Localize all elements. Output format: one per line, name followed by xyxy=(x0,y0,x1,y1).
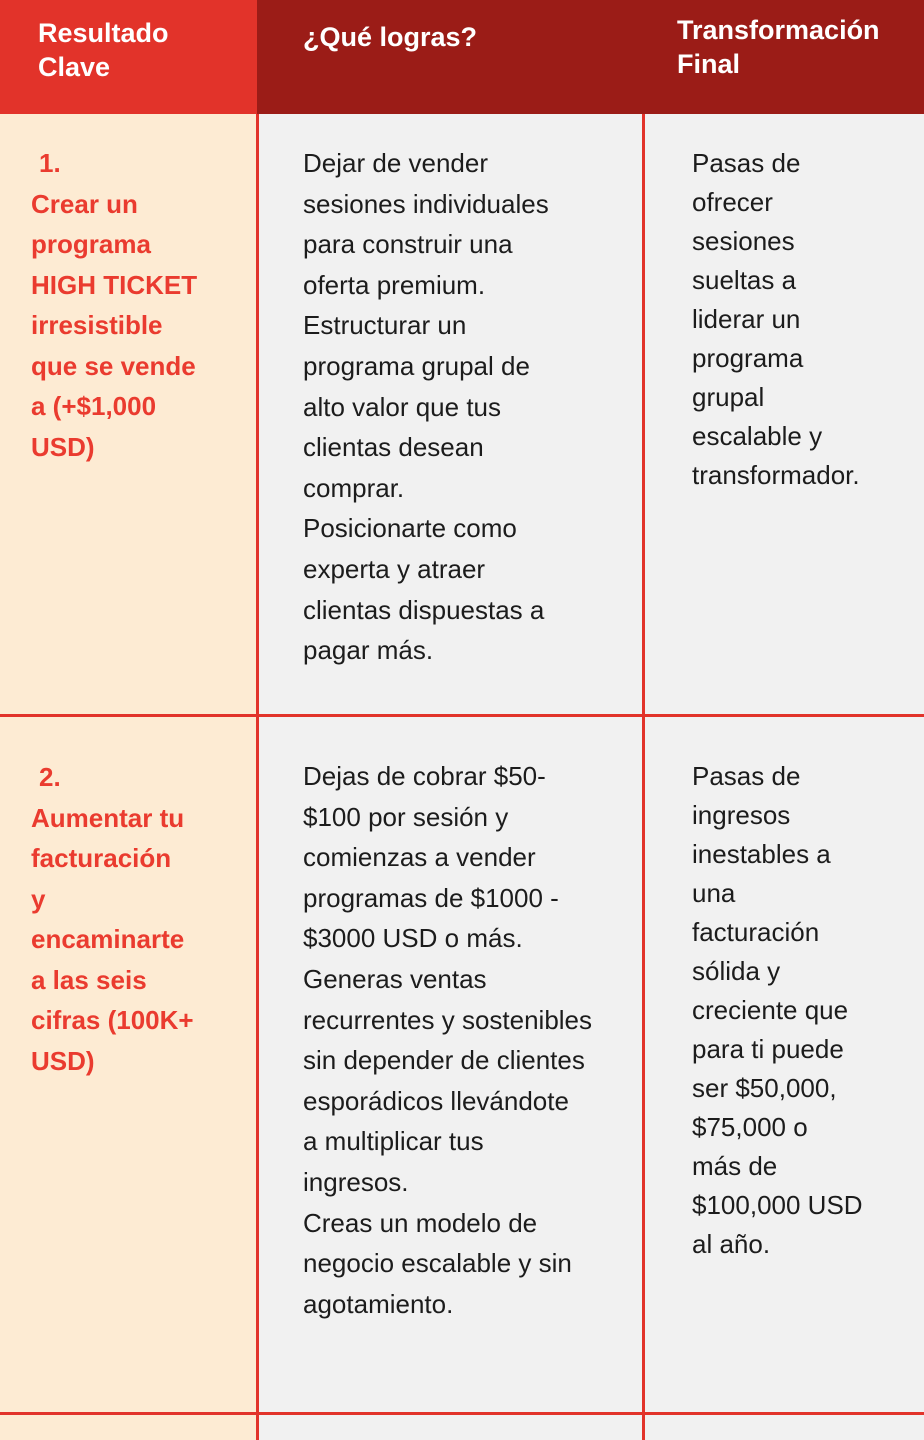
row-divider xyxy=(0,714,924,717)
row-1-key-text: Crear un programa HIGH TICKET irresistible que se vende a (+$1,000 USD) xyxy=(31,188,198,462)
row-1-key-result xyxy=(31,143,251,467)
column-divider xyxy=(642,114,645,1440)
header-col2-label: ¿Qué logras? xyxy=(303,22,478,52)
header-col1-label: Resultado Clave xyxy=(38,18,169,82)
row-divider xyxy=(0,1412,924,1415)
table-header xyxy=(0,0,924,114)
column-divider xyxy=(256,114,259,1440)
header-col3-label: Transformación Final xyxy=(677,15,880,79)
header-transformacion-final xyxy=(643,0,924,114)
row-2-number: 2. xyxy=(39,762,61,792)
row-2-final: Pasas de ingresos inestables a una facturación sólida y creciente que para ti puede ser $50,000, $75,000 o más de $100,000 USD al año. xyxy=(692,761,863,1259)
row-1-achieve: Dejar de vender sesiones individuales para construir una oferta premium. Estructurar un programa grupal de alto valor que tus clientas desean comprar. Posicionarte como experta y atraer clientas dispuestas a pagar más. xyxy=(303,148,549,666)
row-1-final: Pasas de ofrecer sesiones sueltas a liderar un programa grupal escalable y transformador. xyxy=(692,148,860,490)
header-resultado-clave xyxy=(0,0,257,114)
row-2-achieve: Dejas de cobrar $50- $100 por sesión y comienzas a vender programas de $1000 - $3000 USD o más. Generas ventas recurrentes y sostenibles sin depender de clientes esporádicos llevándote a multiplicar tus ingresos. Creas un modelo de negocio escalable y sin agotamiento. xyxy=(303,761,593,1319)
row-2-key-text: Aumentar tu facturación y encaminarte a las seis cifras (100K+ USD) xyxy=(31,802,194,1076)
header-que-logras xyxy=(257,0,643,114)
row-2-key-result xyxy=(31,757,251,1081)
row-1-number: 1. xyxy=(39,148,61,178)
